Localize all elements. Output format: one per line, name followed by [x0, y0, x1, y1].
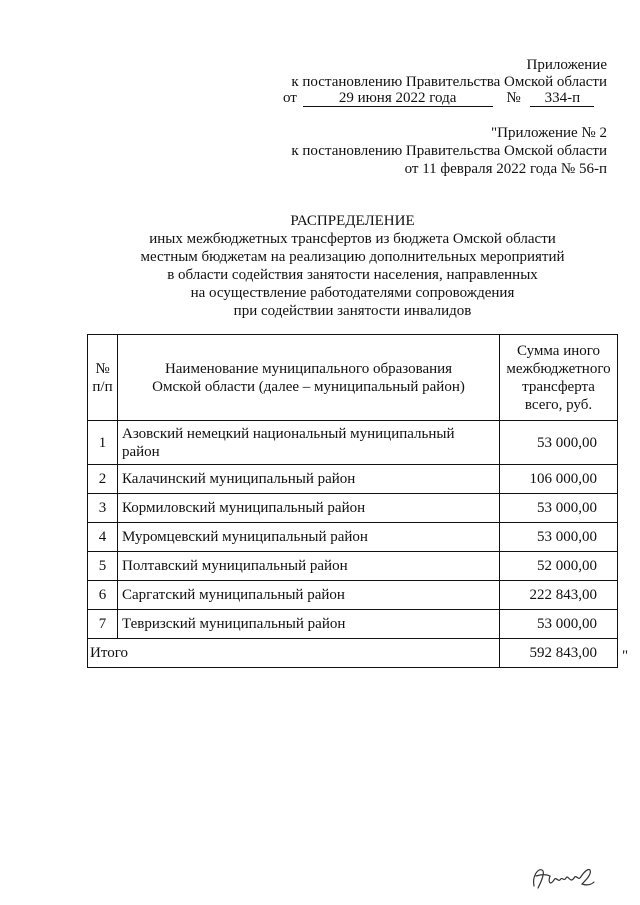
row-sum: 222 843,00	[500, 581, 618, 610]
approval-number-label: №	[506, 90, 521, 106]
table-row	[88, 523, 618, 552]
header-name: Наименование муниципального образования Омской области (далее – муниципальный район)	[118, 335, 500, 421]
table-total-row	[88, 639, 618, 668]
total-sum: 592 843,00	[500, 639, 618, 668]
closing-quote: "	[622, 648, 629, 664]
row-municipality: Кормиловский муниципальный район	[118, 494, 500, 523]
table-row	[88, 465, 618, 494]
prior-appendix-line-3: от 11 февраля 2022 года № 56-п	[404, 161, 607, 177]
row-number: 1	[88, 421, 118, 465]
table-row	[88, 581, 618, 610]
title-line-2: местным бюджетам на реализацию дополнительных мероприятий	[140, 249, 565, 265]
row-number: 7	[88, 610, 118, 639]
row-sum: 53 000,00	[500, 494, 618, 523]
row-number: 4	[88, 523, 118, 552]
row-sum: 53 000,00	[500, 523, 618, 552]
prior-appendix-line-1: "Приложение № 2	[491, 125, 607, 141]
row-sum: 53 000,00	[500, 610, 618, 639]
row-sum: 106 000,00	[500, 465, 618, 494]
title-line-5: при содействии занятости инвалидов	[233, 303, 472, 319]
row-number: 6	[88, 581, 118, 610]
row-sum: 53 000,00	[500, 421, 618, 465]
row-sum: 52 000,00	[500, 552, 618, 581]
table-row	[88, 421, 618, 465]
header-sum: Сумма иного межбюджетного трансферта всего, руб.	[500, 335, 618, 421]
total-label: Итого	[88, 639, 500, 668]
title-line-4: на осуществление работодателями сопровождения	[190, 285, 515, 301]
approval-number: 334-п	[530, 90, 594, 107]
handwritten-signature-icon	[528, 862, 598, 894]
approval-line-1: Приложение	[526, 57, 607, 73]
row-municipality: Саргатский муниципальный район	[118, 581, 500, 610]
table-row	[88, 610, 618, 639]
row-number: 3	[88, 494, 118, 523]
approval-line-3	[283, 89, 594, 107]
row-municipality: Муромцевский муниципальный район	[118, 523, 500, 552]
title-line-1: иных межбюджетных трансфертов из бюджета Омской области	[149, 231, 556, 247]
distribution-table	[87, 334, 618, 668]
row-municipality: Тевризский муниципальный район	[118, 610, 500, 639]
approval-date: 29 июня 2022 года	[303, 90, 493, 107]
row-municipality: Калачинский муниципальный район	[118, 465, 500, 494]
table-header-row	[88, 335, 618, 421]
approval-date-prefix: от	[283, 90, 297, 106]
title-line-3: в области содействия занятости населения, направленных	[167, 267, 538, 283]
table-row	[88, 494, 618, 523]
row-number: 2	[88, 465, 118, 494]
table-row	[88, 552, 618, 581]
row-municipality: Азовский немецкий национальный муниципальный район	[118, 421, 500, 465]
row-municipality: Полтавский муниципальный район	[118, 552, 500, 581]
document-title: РАСПРЕДЕЛЕНИЕ	[290, 213, 415, 229]
approval-line-2: к постановлению Правительства Омской области	[291, 74, 607, 90]
header-number: № п/п	[88, 335, 118, 421]
row-number: 5	[88, 552, 118, 581]
prior-appendix-line-2: к постановлению Правительства Омской области	[291, 143, 607, 159]
